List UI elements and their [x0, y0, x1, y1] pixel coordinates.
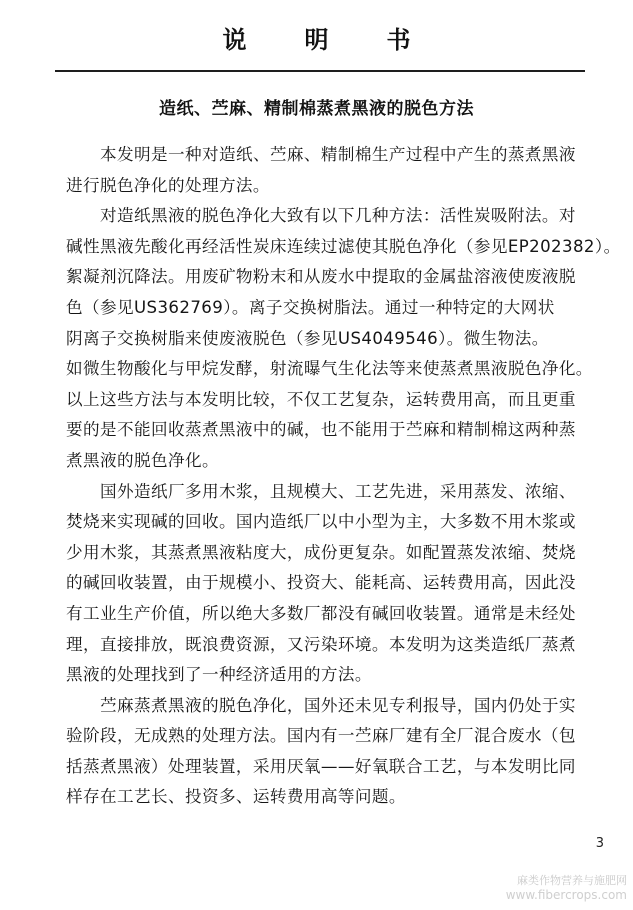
text-line: 要的是不能回收蒸煮黑液中的碱，也不能用于苎麻和精制棉这两种蒸 [66, 420, 576, 440]
text-line: 理，直接排放，既浪费资源，又污染环境。本发明为这类造纸厂蒸煮 [66, 634, 576, 654]
body-text [66, 140, 621, 813]
text-line: 焚烧来实现碱的回收。国内造纸厂以中小型为主，大多数不用木浆或 [66, 512, 576, 532]
watermark [506, 874, 627, 902]
watermark-text: 麻类作物营养与施肥网 [517, 874, 627, 887]
text-line: 苎麻蒸煮黑液的脱色净化，国外还未见专利报导，国内仍处于实 [100, 695, 576, 715]
text-line: 验阶段，无成熟的处理方法。国内有一苎麻厂建有全厂混合废水（包 [66, 726, 576, 746]
document-title: 造纸、苎麻、精制棉蒸煮黑液的脱色方法 [159, 99, 474, 119]
text-line: 有工业生产价值，所以绝大多数厂都没有碱回收装置。通常是未经处 [66, 603, 576, 623]
watermark-url: www.fibercrops.com [505, 888, 627, 902]
text-line: 少用木浆，其蒸煮黑液粘度大，成份更复杂。如配置蒸发浓缩、焚烧 [66, 542, 576, 562]
page-number: 3 [595, 836, 604, 851]
text-line: 的碱回收装置，由于规模小、投资大、能耗高、运转费用高，因此没 [66, 573, 576, 593]
section-header: 说明书 [222, 25, 469, 54]
header-divider [55, 70, 585, 72]
text-line: 如微生物酸化与甲烷发酵，射流曝气生化法等来使蒸煮黑液脱色净化。 [66, 359, 593, 379]
text-line: 本发明是一种对造纸、苎麻、精制棉生产过程中产生的蒸煮黑液 [100, 145, 576, 164]
text-line: 进行脱色净化的处理方法。 [66, 175, 270, 195]
text-line: 碱性黑液先酸化再经活性炭床连续过滤使其脱色净化（参见EP202382）。 [66, 236, 621, 256]
text-line: 煮黑液的脱色净化。 [66, 450, 219, 470]
text-line: 阴离子交换树脂来使废液脱色（参见US4049546）。微生物法。 [66, 328, 549, 348]
text-line: 国外造纸厂多用木浆，且规模大、工艺先进，采用蒸发、浓缩、 [100, 481, 576, 501]
text-line: 以上这些方法与本发明比较，不仅工艺复杂，运转费用高，而且更重 [66, 389, 576, 409]
text-line: 黑液的处理找到了一种经济适用的方法。 [66, 665, 372, 685]
text-line: 括蒸煮黑液）处理装置，采用厌氧——好氧联合工艺，与本发明比同 [66, 756, 576, 776]
text-line: 样存在工艺长、投资多、运转费用高等问题。 [66, 787, 406, 807]
text-line: 对造纸黑液的脱色净化大致有以下几种方法：活性炭吸附法。对 [100, 206, 576, 226]
text-line: 色（参见US362769）。离子交换树脂法。通过一种特定的大网状 [66, 297, 555, 317]
text-line: 絮凝剂沉降法。用废矿物粉末和从废水中提取的金属盐溶液使废液脱 [66, 267, 576, 287]
